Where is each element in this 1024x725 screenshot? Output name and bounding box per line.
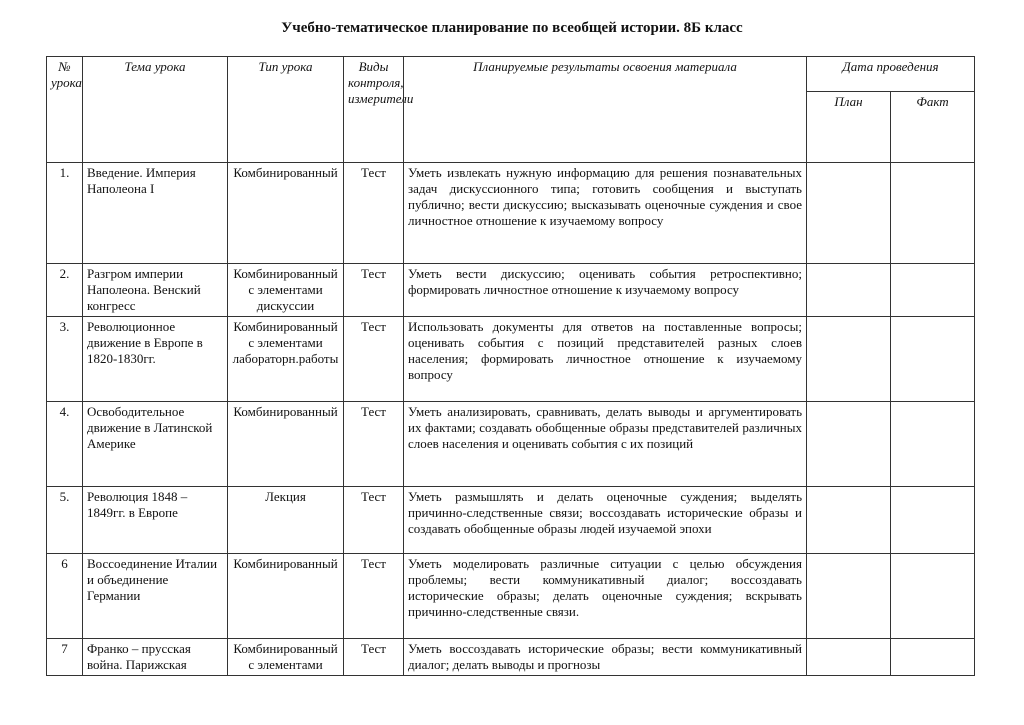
lesson-topic: Освободительное движение в Латинской Америке: [83, 402, 228, 487]
table-row: [47, 554, 975, 639]
lesson-results: Уметь вести дискуссию; оценивать события ретроспективно; формировать личностное отношение к изучаемому вопросу: [404, 264, 807, 317]
table-row: [47, 402, 975, 487]
plan-date: [807, 317, 891, 402]
lesson-results: Уметь анализировать, сравнивать, делать выводы и аргументировать их фактами; создавать обобщенные образы представителей различных слоев населения и оценивать события с их позиций: [404, 402, 807, 487]
lesson-plan-table: [46, 56, 975, 676]
lesson-results: Использовать документы для ответов на поставленные вопросы; оценивать события с позиций представителей разных слоев населения; формировать личностное отношение к изучаемому вопросу: [404, 317, 807, 402]
plan-date: [807, 402, 891, 487]
table-row: [47, 639, 975, 676]
lesson-number: 2.: [47, 264, 83, 317]
header-control: Виды контроля, измерители: [344, 57, 404, 163]
lesson-number: 5.: [47, 487, 83, 554]
lesson-results: Уметь извлекать нужную информацию для решения познавательных задач дискуссионного типа; готовить сообщения и выступать публично; вести дискуссию; высказывать оценочные суждения и свое личностное отношение к изучаемому вопросу: [404, 163, 807, 264]
plan-date: [807, 554, 891, 639]
lesson-type: Комбинированный с элементами лабораторн.работы: [228, 317, 344, 402]
header-date: Дата проведения: [807, 57, 975, 92]
lesson-topic: Введение. Империя Наполеона I: [83, 163, 228, 264]
header-lesson-number: № урока: [47, 57, 83, 163]
lesson-control: Тест: [344, 317, 404, 402]
header-fact: Факт: [891, 92, 975, 163]
plan-date: [807, 487, 891, 554]
table-row: [47, 264, 975, 317]
plan-date: [807, 264, 891, 317]
header-lesson-type: Тип урока: [228, 57, 344, 163]
header-results: Планируемые результаты освоения материала: [404, 57, 807, 163]
lesson-control: Тест: [344, 402, 404, 487]
page-title: Учебно-тематическое планирование по всеобщей истории. 8Б класс: [281, 20, 743, 36]
plan-date: [807, 163, 891, 264]
lesson-topic: Разгром империи Наполеона. Венский конгресс: [83, 264, 228, 317]
lesson-topic: Революция 1848 – 1849гг. в Европе: [83, 487, 228, 554]
lesson-type: Лекция: [228, 487, 344, 554]
header-plan: План: [807, 92, 891, 163]
lesson-type: Комбинированный с элементами дискуссии: [228, 264, 344, 317]
lesson-type: Комбинированный: [228, 163, 344, 264]
lesson-control: Тест: [344, 487, 404, 554]
table-row: [47, 317, 975, 402]
lesson-results: Уметь размышлять и делать оценочные суждения; выделять причинно-следственные связи; воссоздавать исторические образы и создавать обобщенные образы людей изучаемой эпохи: [404, 487, 807, 554]
lesson-control: Тест: [344, 554, 404, 639]
table-row: [47, 487, 975, 554]
lesson-results: Уметь воссоздавать исторические образы; вести коммуникативный диалог; делать выводы и прогнозы: [404, 639, 807, 676]
table-row: [47, 163, 975, 264]
fact-date: [891, 264, 975, 317]
lesson-number: 1.: [47, 163, 83, 264]
lesson-control: Тест: [344, 264, 404, 317]
fact-date: [891, 639, 975, 676]
fact-date: [891, 163, 975, 264]
lesson-number: 7: [47, 639, 83, 676]
lesson-number: 4.: [47, 402, 83, 487]
fact-date: [891, 317, 975, 402]
lesson-topic: Воссоединение Италии и объединение Германии: [83, 554, 228, 639]
lesson-control: Тест: [344, 639, 404, 676]
lesson-type: Комбинированный: [228, 402, 344, 487]
lesson-type: Комбинированный: [228, 554, 344, 639]
plan-date: [807, 639, 891, 676]
lesson-topic: Революционное движение в Европе в 1820-1830гг.: [83, 317, 228, 402]
lesson-number: 3.: [47, 317, 83, 402]
lesson-control: Тест: [344, 163, 404, 264]
fact-date: [891, 554, 975, 639]
fact-date: [891, 402, 975, 487]
lesson-topic: Франко – прусская война. Парижская: [83, 639, 228, 676]
lesson-number: 6: [47, 554, 83, 639]
lesson-type: Комбинированный с элементами: [228, 639, 344, 676]
lesson-results: Уметь моделировать различные ситуации с целью обсуждения проблемы; вести коммуникативный диалог; воссоздавать исторические образы; делать оценочные суждения; вскрывать причинно-следственные связи.: [404, 554, 807, 639]
header-topic: Тема урока: [83, 57, 228, 163]
fact-date: [891, 487, 975, 554]
